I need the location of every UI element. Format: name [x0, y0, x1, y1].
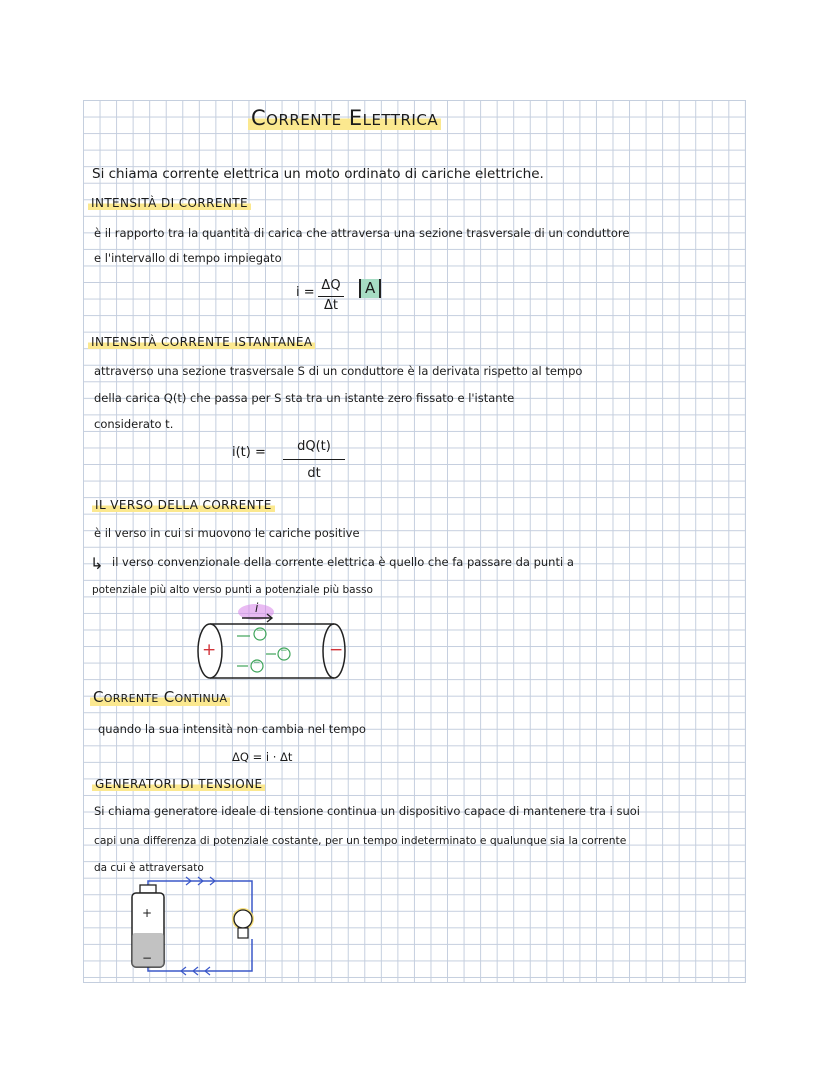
charge-2: − [280, 646, 288, 656]
battery-circuit-diagram [126, 873, 266, 983]
direction-line-2: il verso convenzionale della corrente elettrica è quello che fa passare da punti a [112, 555, 574, 569]
minus-sign-icon: − [329, 640, 344, 660]
charge-3: − [253, 658, 261, 668]
intensity-line-1: è il rapporto tra la quantità di carica che attraversa una sezione trasversale di un conduttore [94, 226, 630, 240]
heading-instant: INTENSITÀ CORRENTE ISTANTANEA [88, 336, 315, 348]
definition-text: Si chiama corrente elettrica un moto ordinato di cariche elettriche. [92, 166, 544, 182]
charge-1: − [256, 626, 264, 636]
intensity-line-2: e l'intervallo di tempo impiegato [94, 251, 282, 265]
heading-continuous: Corrente Continua [90, 690, 230, 705]
instant-line-2: della carica Q(t) che passa per S sta tra un istante zero fissato e l'istante [94, 391, 515, 405]
battery-minus-icon: − [142, 951, 153, 965]
instant-line-3: considerato t. [94, 417, 174, 431]
continuous-formula: ΔQ = i · Δt [232, 750, 293, 764]
direction-line-1: è il verso in cui si muovono le cariche positive [94, 526, 360, 540]
instant-line-1: attraverso una sezione trasversale S di un conduttore è la derivata rispetto al tempo [94, 364, 583, 378]
generators-line-3: da cui è attraversato [94, 862, 204, 874]
instant-formula-lhs: i(t) = [232, 445, 266, 460]
instant-fraction-line [283, 459, 345, 460]
continuous-line-1: quando la sua intensità non cambia nel tempo [98, 722, 366, 736]
unit-ampere: A [359, 279, 381, 298]
plus-sign-icon: + [202, 640, 217, 660]
instant-formula-den: dt [307, 466, 321, 481]
current-label: i [255, 601, 259, 615]
heading-intensity: INTENSITÀ DI CORRENTE [88, 197, 251, 209]
battery-plus-icon: + [142, 906, 153, 920]
generators-line-1: Si chiama generatore ideale di tensione continua un dispositivo capace di mantenere tra i suoi [94, 804, 640, 818]
page-title: Corrente Elettrica [248, 108, 441, 129]
intensity-formula-lhs: i = [296, 285, 315, 300]
hook-arrow-icon: ↳ [90, 554, 104, 573]
intensity-formula-num: ΔQ [321, 278, 341, 293]
generators-line-2: capi una differenza di potenziale costante, per un tempo indeterminato e qualunque sia la corrente [94, 834, 627, 847]
direction-line-3: potenziale più alto verso punti a potenziale più basso [92, 584, 373, 596]
heading-direction: IL VERSO DELLA CORRENTE [92, 499, 275, 511]
heading-generators: GENERATORI DI TENSIONE [92, 778, 265, 790]
instant-formula-num: dQ(t) [297, 439, 331, 454]
intensity-formula-den: Δt [324, 298, 338, 313]
